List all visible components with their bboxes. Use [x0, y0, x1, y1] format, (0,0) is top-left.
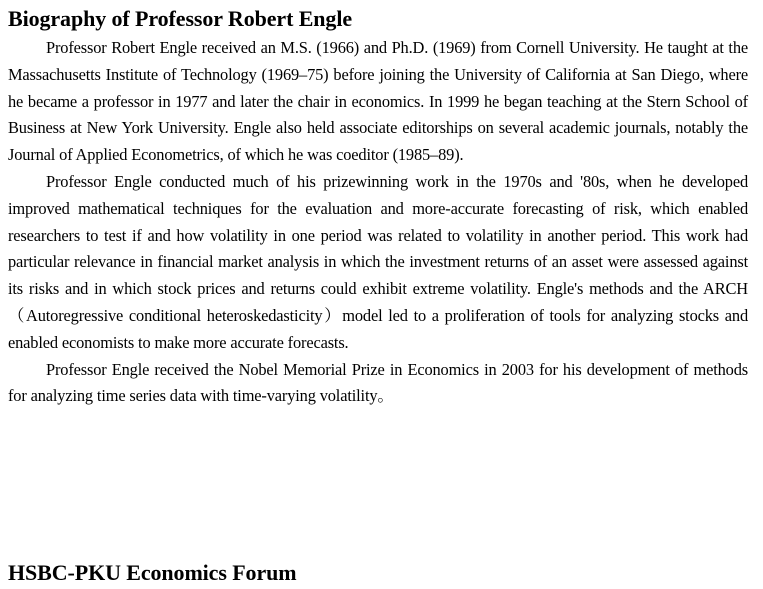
forum-title: HSBC-PKU Economics Forum	[8, 560, 297, 585]
biography-section	[8, 6, 748, 410]
biography-title: Biography of Professor Robert Engle	[8, 6, 352, 31]
biography-paragraph-1: Professor Robert Engle received an M.S. (1966) and Ph.D. (1969) from Cornell University. He taught at the Massachusetts Institute of Technology (1969–75) before joining the University of California at San Diego, where he became a professor in 1977 and later the chair in economics. In 1999 he began teaching at the Stern School of Business at New York University. Engle also held associate editorships on several academic journals, notably the Journal of Applied Econometrics, of which he was coeditor (1985–89).	[8, 38, 748, 165]
biography-paragraph-3: Professor Engle received the Nobel Memorial Prize in Economics in 2003 for his development of methods for analyzing time series data with time-varying volatility。	[8, 359, 748, 406]
biography-paragraph-2: Professor Engle conducted much of his prizewinning work in the 1970s and '80s, when he developed improved mathematical techniques for the evaluation and more-accurate forecasting of risk, which enabled researchers to test if and how volatility in one period was related to volatility in another period. This work had particular relevance in financial market analysis in which the investment returns of an asset were assessed against its risks and in which stock prices and returns could exhibit extreme volatility. Engle's methods and the ARCH（Autoregressive conditional heteroskedasticity）model led to a proliferation of tools for analyzing stocks and enabled economists to make more accurate forecasts.	[8, 171, 748, 352]
